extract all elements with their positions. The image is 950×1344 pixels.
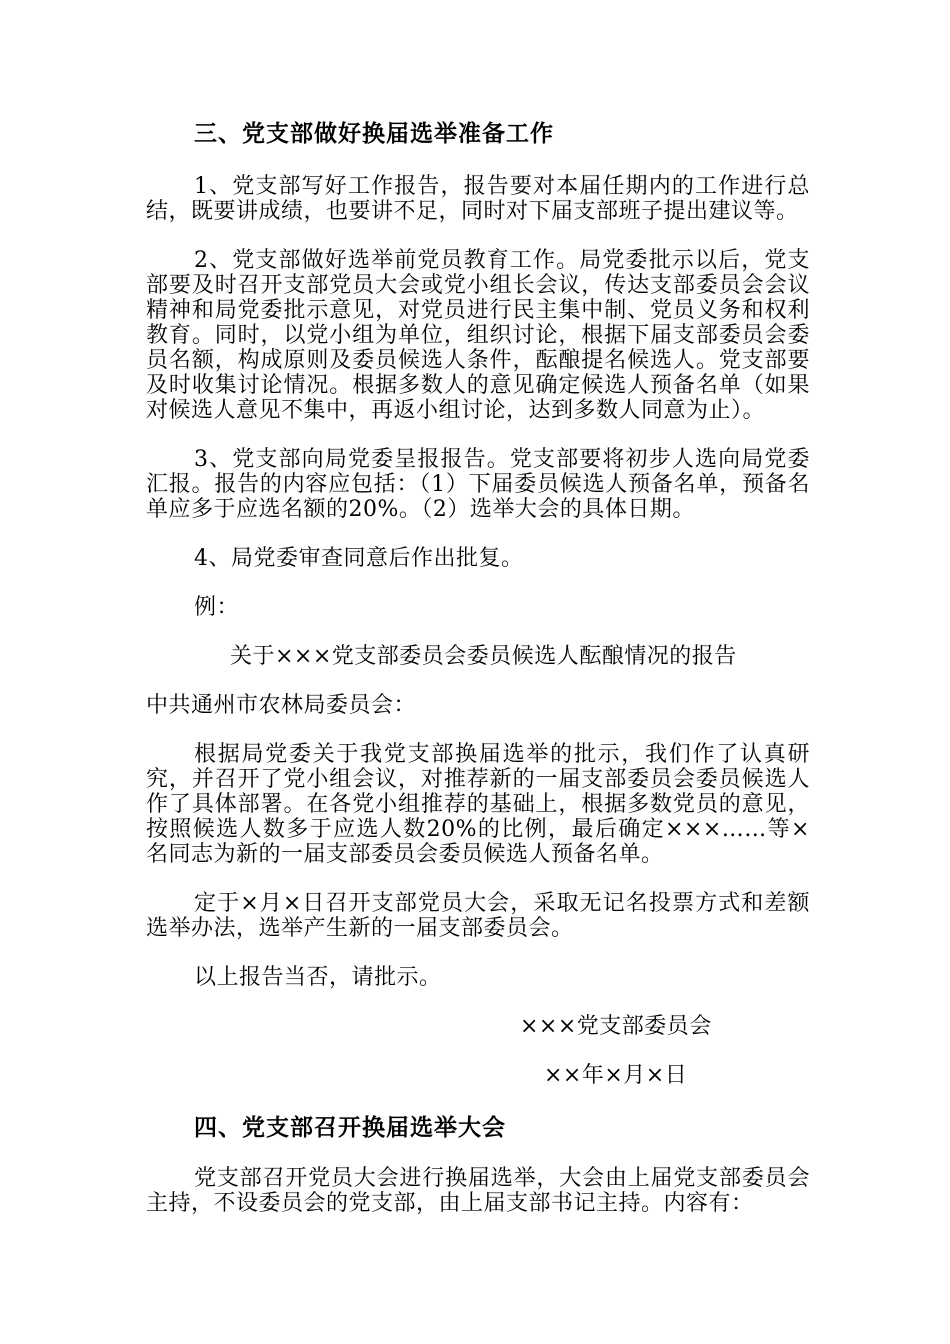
example-report-title: 关于×××党支部委员会委员候选人酝酿情况的报告 xyxy=(230,644,737,669)
example-body-1: 根据局党委关于我党支部换届选举的批示，我们作了认真研究，并召开了党小组会议，对推荐新的一届支部委员会委员候选人作了具体部署。在各党小组推荐的基础上，根据多数党员的意见，按照候选人数多于应选人数20%的比例，最后确定×××……等×名同志为新的一届支部委员会委员候选人预备名单。 xyxy=(146,742,810,867)
document-page xyxy=(146,118,810,1216)
example-date: ××年×月×日 xyxy=(544,1063,688,1088)
section-3-item-3: 3、党支部向局党委呈报报告。党支部要将初步人选向局党委汇报。报告的内容应包括：（1）下届委员候选人预备名单，预备名单应多于应选名额的20%。（2）选举大会的具体日期。 xyxy=(146,447,810,522)
section-3-item-4: 4、局党委审查同意后作出批复。 xyxy=(194,546,524,571)
example-closing: 以上报告当否，请批示。 xyxy=(194,965,442,990)
section-3-heading: 三、党支部做好换届选举准备工作 xyxy=(194,121,554,147)
section-3-item-1: 1、党支部写好工作报告，报告要对本届任期内的工作进行总结，既要讲成绩，也要讲不足，同时对下届支部班子提出建议等。 xyxy=(146,174,810,224)
section-3-item-2: 2、党支部做好选举前党员教育工作。局党委批示以后，党支部要及时召开支部党员大会或党小组长会议，传达支部委员会会议精神和局党委批示意见，对党员进行民主集中制、党员义务和权利教育。同时，以党小组为单位，组织讨论，根据下届支部委员会委员名额，构成原则及委员候选人条件，酝酿提名候选人。党支部要及时收集讨论情况。根据多数人的意见确定候选人预备名单（如果对候选人意见不集中，再返小组讨论，达到多数人同意为止）。 xyxy=(146,248,810,423)
example-body-2: 定于×月×日召开支部党员大会，采取无记名投票方式和差额选举办法，选举产生新的一届支部委员会。 xyxy=(146,891,810,941)
example-signature: ×××党支部委员会 xyxy=(520,1014,712,1039)
section-4-heading: 四、党支部召开换届选举大会 xyxy=(194,1115,506,1141)
section-4-body: 党支部召开党员大会进行换届选举，大会由上届党支部委员会主持，不设委员会的党支部，由上届支部书记主持。内容有： xyxy=(146,1166,810,1216)
example-label: 例： xyxy=(194,595,240,620)
example-addressee: 中共通州市农林局委员会： xyxy=(146,693,417,718)
